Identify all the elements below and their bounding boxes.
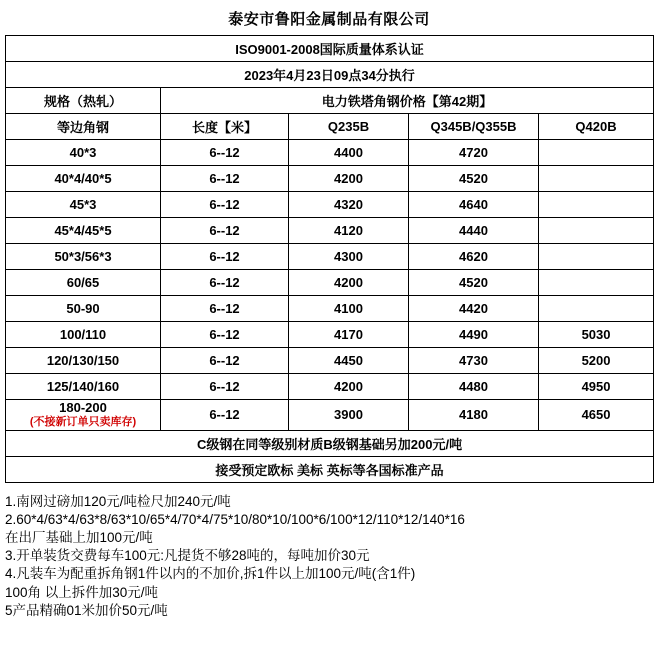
- row-price-q235b: 4450: [289, 348, 409, 374]
- row-length: 6--12: [161, 166, 289, 192]
- row-spec: 125/140/160: [6, 374, 161, 400]
- table-row: [6, 140, 654, 166]
- table-row: [6, 400, 654, 431]
- row-spec: 100/110: [6, 322, 161, 348]
- certification-row: [6, 36, 654, 62]
- spec-type-header: 等边角钢: [6, 114, 161, 140]
- row-spec: 120/130/150: [6, 348, 161, 374]
- table-row: [6, 166, 654, 192]
- table-row: [6, 322, 654, 348]
- datetime-cell: 2023年4月23日09点34分执行: [6, 62, 654, 88]
- row-spec: 40*3: [6, 140, 161, 166]
- row-length: 6--12: [161, 140, 289, 166]
- datetime-row: [6, 62, 654, 88]
- footnote-5: 5产品精确01米加价50元/吨: [5, 602, 168, 618]
- row-length: 6--12: [161, 218, 289, 244]
- table-row: [6, 296, 654, 322]
- footnotes: [5, 493, 653, 621]
- row-spec: 40*4/40*5: [6, 166, 161, 192]
- footnote-4-cont: 100角 以上拆件加30元/吨: [5, 584, 159, 600]
- row-spec: 45*3: [6, 192, 161, 218]
- row-price-q420b: [539, 296, 654, 322]
- footnote-4: 4.凡装车为配重拆角钢1件以内的不加价,拆1件以上加100元/吨(含1件): [5, 566, 416, 582]
- row-spec: 50-90: [6, 296, 161, 322]
- price-group-header: 电力铁塔角钢价格【第42期】: [161, 88, 654, 114]
- row-price-q345b: 4480: [409, 374, 539, 400]
- row-price-q420b: 5200: [539, 348, 654, 374]
- certification-cell: ISO9001-2008国际质量体系认证: [6, 36, 654, 62]
- row-price-q420b: 5030: [539, 322, 654, 348]
- row-length: 6--12: [161, 192, 289, 218]
- row-length: 6--12: [161, 270, 289, 296]
- row-length: 6--12: [161, 348, 289, 374]
- table-row: [6, 218, 654, 244]
- row-price-q235b: 4320: [289, 192, 409, 218]
- row-spec: 60/65: [6, 270, 161, 296]
- price-table: [5, 35, 654, 483]
- footnote-2: 2.60*4/63*4/63*8/63*10/65*4/70*4/75*10/80*10/100*6/100*12/110*12/140*16: [5, 511, 465, 527]
- row-spec-value: 180-200: [59, 400, 107, 415]
- row-price-q420b: [539, 140, 654, 166]
- grade-c-note: C级钢在同等级别材质B级钢基础另加200元/吨: [6, 430, 654, 456]
- table-row: [6, 348, 654, 374]
- row-price-q420b: [539, 218, 654, 244]
- row-spec-note: (不接新订单只卖库存): [29, 415, 137, 428]
- row-spec: 50*3/56*3: [6, 244, 161, 270]
- row-price-q345b: 4420: [409, 296, 539, 322]
- row-price-q235b: 4170: [289, 322, 409, 348]
- table-row: [6, 244, 654, 270]
- footnote-1: 1.南网过磅加120元/吨检尺加240元/吨: [5, 493, 231, 509]
- row-length: 6--12: [161, 296, 289, 322]
- row-price-q345b: 4520: [409, 166, 539, 192]
- row-price-q345b: 4440: [409, 218, 539, 244]
- row-spec: 45*4/45*5: [6, 218, 161, 244]
- footnote-3: 3.开单装货交费每车100元:凡提货不够28吨的，每吨加价30元: [5, 548, 370, 564]
- spec-group-header: 规格（热轧）: [6, 88, 161, 114]
- row-price-q345b: 4640: [409, 192, 539, 218]
- row-length: 6--12: [161, 374, 289, 400]
- row-price-q345b: 4520: [409, 270, 539, 296]
- row-spec: [6, 400, 161, 431]
- row-price-q235b: 4100: [289, 296, 409, 322]
- row-price-q420b: 4950: [539, 374, 654, 400]
- row-price-q235b: 4200: [289, 166, 409, 192]
- row-length: 6--12: [161, 244, 289, 270]
- row-price-q235b: 4120: [289, 218, 409, 244]
- column-header-row: [6, 114, 654, 140]
- grade-header-q235b: Q235B: [289, 114, 409, 140]
- row-price-q345b: 4180: [409, 400, 539, 431]
- grade-header-q345b: Q345B/Q355B: [409, 114, 539, 140]
- note-row: [6, 430, 654, 456]
- row-price-q420b: [539, 192, 654, 218]
- table-row: [6, 374, 654, 400]
- row-price-q420b: [539, 166, 654, 192]
- row-price-q420b: [539, 270, 654, 296]
- row-price-q345b: 4720: [409, 140, 539, 166]
- row-price-q345b: 4620: [409, 244, 539, 270]
- row-price-q345b: 4730: [409, 348, 539, 374]
- footnote-2-cont: 在出厂基础上加100元/吨: [5, 530, 153, 546]
- row-price-q420b: [539, 244, 654, 270]
- row-price-q345b: 4490: [409, 322, 539, 348]
- row-price-q235b: 4200: [289, 374, 409, 400]
- standards-note: 接受预定欧标 美标 英标等各国标准产品: [6, 456, 654, 482]
- group-header-row: [6, 88, 654, 114]
- row-price-q235b: 4400: [289, 140, 409, 166]
- length-header: 长度【米】: [161, 114, 289, 140]
- company-title: 泰安市鲁阳金属制品有限公司: [228, 11, 430, 28]
- note-row: [6, 456, 654, 482]
- row-price-q235b: 4300: [289, 244, 409, 270]
- row-length: 6--12: [161, 400, 289, 431]
- row-length: 6--12: [161, 322, 289, 348]
- grade-header-q420b: Q420B: [539, 114, 654, 140]
- row-price-q420b: 4650: [539, 400, 654, 431]
- row-price-q235b: 4200: [289, 270, 409, 296]
- table-row: [6, 270, 654, 296]
- table-row: [6, 192, 654, 218]
- row-price-q235b: 3900: [289, 400, 409, 431]
